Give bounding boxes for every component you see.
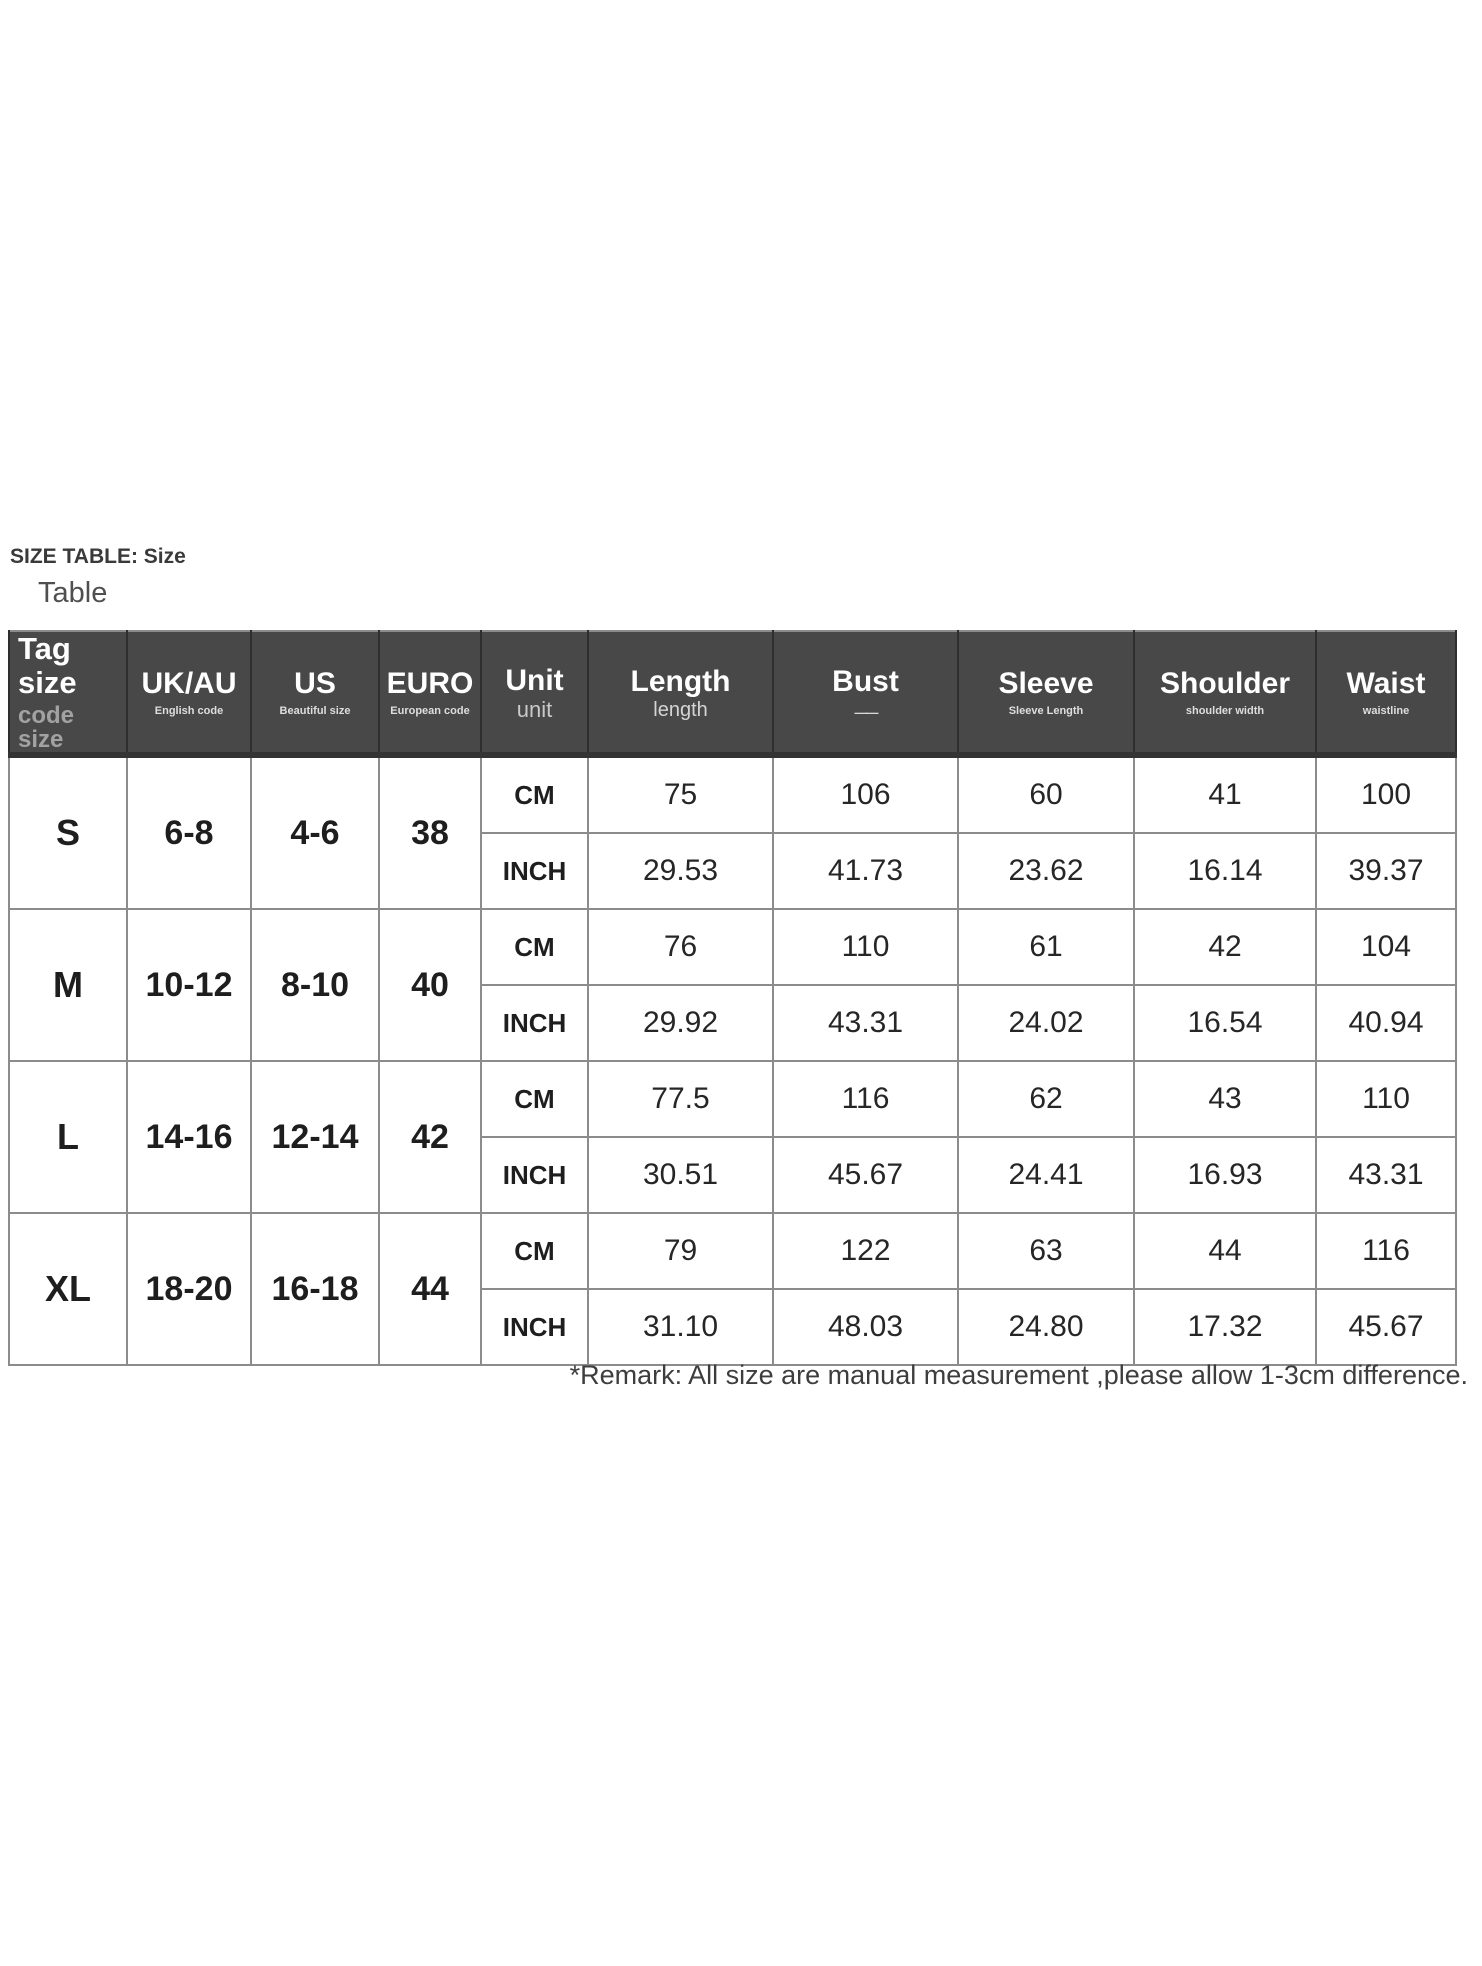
value-cell: 23.62 xyxy=(958,833,1134,909)
value-cell: 63 xyxy=(958,1213,1134,1289)
value-cell: 48.03 xyxy=(773,1289,958,1365)
value-cell: 17.32 xyxy=(1134,1289,1316,1365)
value-cell: 44 xyxy=(1134,1213,1316,1289)
value-cell: 31.10 xyxy=(588,1289,773,1365)
row-M-cm xyxy=(9,909,1456,985)
column-header-main: EURO xyxy=(386,667,474,701)
us-cell: 4-6 xyxy=(251,755,379,909)
value-cell: 16.14 xyxy=(1134,833,1316,909)
value-cell: 76 xyxy=(588,909,773,985)
column-header-uk-au xyxy=(127,631,251,755)
column-header-shoulder xyxy=(1134,631,1316,755)
tag-size-cell: XL xyxy=(9,1213,127,1365)
value-cell: 16.93 xyxy=(1134,1137,1316,1213)
column-header-sub: waistline xyxy=(1362,705,1410,718)
column-header-sub: —— xyxy=(854,705,877,721)
value-cell: 43.31 xyxy=(1316,1137,1456,1213)
tag-size-cell: L xyxy=(9,1061,127,1213)
us-cell: 16-18 xyxy=(251,1213,379,1365)
value-cell: 110 xyxy=(1316,1061,1456,1137)
column-header-sub: unit xyxy=(516,696,553,722)
value-cell: 39.37 xyxy=(1316,833,1456,909)
ukau-cell: 14-16 xyxy=(127,1061,251,1213)
value-cell: 100 xyxy=(1316,755,1456,833)
column-header-main: Bust xyxy=(832,665,899,699)
column-header-waist xyxy=(1316,631,1456,755)
unit-cell: CM xyxy=(481,755,588,833)
column-header-sub: Beautiful size xyxy=(279,705,351,718)
column-header-main: Shoulder xyxy=(1159,667,1290,701)
column-header-main: UK/AU xyxy=(141,667,237,701)
row-S-cm xyxy=(9,755,1456,833)
table-title: Table xyxy=(38,577,108,609)
table-body xyxy=(9,755,1456,1365)
row-XL-cm xyxy=(9,1213,1456,1289)
value-cell: 29.92 xyxy=(588,985,773,1061)
column-header-tag-size xyxy=(9,631,127,755)
value-cell: 104 xyxy=(1316,909,1456,985)
value-cell: 61 xyxy=(958,909,1134,985)
table-header xyxy=(9,631,1456,755)
column-header-us xyxy=(251,631,379,755)
size-table-caption: SIZE TABLE: Size xyxy=(10,545,186,568)
column-header-main: US xyxy=(294,667,336,701)
value-cell: 43 xyxy=(1134,1061,1316,1137)
column-header-sub: Sleeve Length xyxy=(1008,705,1084,718)
column-header-sub: length xyxy=(653,698,708,721)
unit-cell: CM xyxy=(481,1061,588,1137)
column-header-euro xyxy=(379,631,481,755)
euro-cell: 38 xyxy=(379,755,481,909)
value-cell: 75 xyxy=(588,755,773,833)
ukau-cell: 10-12 xyxy=(127,909,251,1061)
value-cell: 43.31 xyxy=(773,985,958,1061)
value-cell: 110 xyxy=(773,909,958,985)
header-row xyxy=(9,631,1456,755)
row-L-cm xyxy=(9,1061,1456,1137)
column-header-main: Waist xyxy=(1346,667,1426,701)
column-header-main: Length xyxy=(630,664,731,698)
tag-size-cell: M xyxy=(9,909,127,1061)
unit-cell: INCH xyxy=(481,985,588,1061)
column-header-sub: shoulder width xyxy=(1185,705,1265,718)
value-cell: 79 xyxy=(588,1213,773,1289)
value-cell: 45.67 xyxy=(1316,1289,1456,1365)
tag-size-cell: S xyxy=(9,755,127,909)
value-cell: 42 xyxy=(1134,909,1316,985)
us-cell: 8-10 xyxy=(251,909,379,1061)
value-cell: 40.94 xyxy=(1316,985,1456,1061)
value-cell: 24.80 xyxy=(958,1289,1134,1365)
euro-cell: 42 xyxy=(379,1061,481,1213)
value-cell: 29.53 xyxy=(588,833,773,909)
value-cell: 45.67 xyxy=(773,1137,958,1213)
column-header-sub: code size xyxy=(18,702,75,754)
value-cell: 30.51 xyxy=(588,1137,773,1213)
value-cell: 60 xyxy=(958,755,1134,833)
column-header-main: Tag size xyxy=(18,631,77,701)
column-header-sleeve xyxy=(958,631,1134,755)
value-cell: 24.02 xyxy=(958,985,1134,1061)
euro-cell: 44 xyxy=(379,1213,481,1365)
euro-cell: 40 xyxy=(379,909,481,1061)
column-header-sub: European code xyxy=(390,705,470,718)
value-cell: 77.5 xyxy=(588,1061,773,1137)
column-header-length xyxy=(588,631,773,755)
size-table xyxy=(8,630,1457,1366)
column-header-unit xyxy=(481,631,588,755)
unit-cell: INCH xyxy=(481,1289,588,1365)
value-cell: 106 xyxy=(773,755,958,833)
unit-cell: INCH xyxy=(481,1137,588,1213)
unit-cell: CM xyxy=(481,1213,588,1289)
value-cell: 116 xyxy=(1316,1213,1456,1289)
value-cell: 41.73 xyxy=(773,833,958,909)
value-cell: 62 xyxy=(958,1061,1134,1137)
value-cell: 116 xyxy=(773,1061,958,1137)
remark-text: *Remark: All size are manual measurement ,please allow 1-3cm difference. xyxy=(569,1360,1468,1390)
column-header-sub: English code xyxy=(154,705,224,718)
column-header-main: Sleeve xyxy=(998,667,1094,701)
unit-cell: CM xyxy=(481,909,588,985)
value-cell: 122 xyxy=(773,1213,958,1289)
column-header-main: Unit xyxy=(505,663,564,697)
column-header-bust xyxy=(773,631,958,755)
unit-cell: INCH xyxy=(481,833,588,909)
value-cell: 16.54 xyxy=(1134,985,1316,1061)
ukau-cell: 18-20 xyxy=(127,1213,251,1365)
us-cell: 12-14 xyxy=(251,1061,379,1213)
value-cell: 24.41 xyxy=(958,1137,1134,1213)
ukau-cell: 6-8 xyxy=(127,755,251,909)
value-cell: 41 xyxy=(1134,755,1316,833)
